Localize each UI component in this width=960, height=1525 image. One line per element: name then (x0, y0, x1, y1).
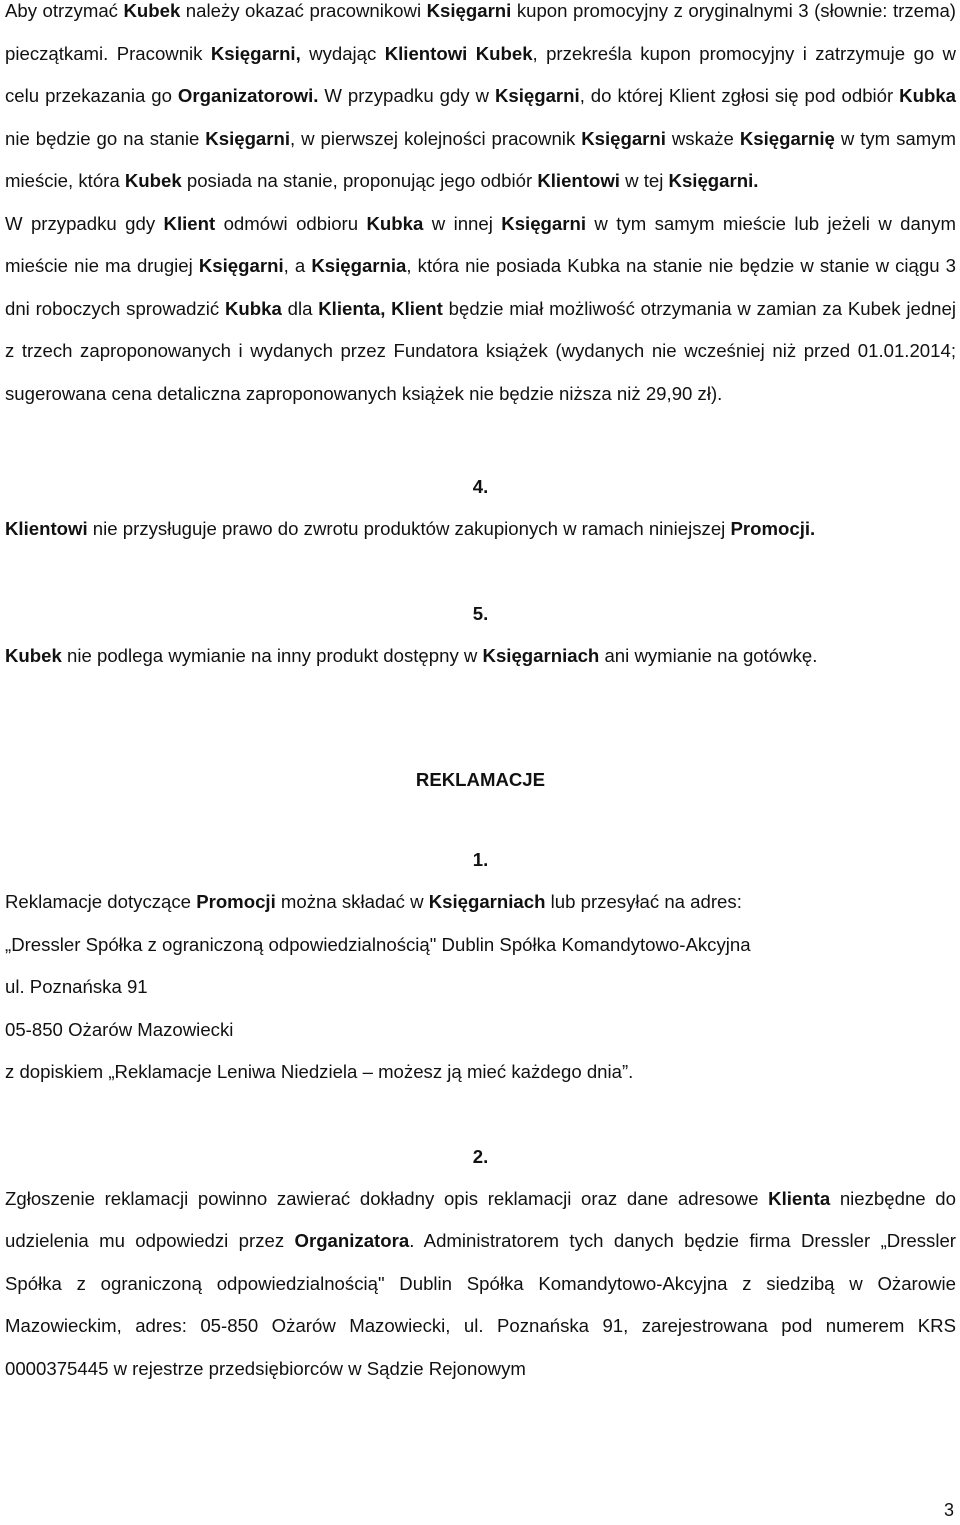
text-segment: Aby otrzymać (5, 0, 124, 21)
bold-text-segment: Księgarniach (428, 891, 546, 912)
paragraph-intro (5, 0, 956, 203)
text-segment: w tym samym mieście lub jeżeli w danym mieście nie ma drugiej (5, 212, 956, 276)
bold-text-segment: Księgarni (205, 127, 291, 149)
bold-text-segment: Kubka (224, 297, 282, 319)
section-4-number: 4. (472, 476, 489, 497)
bold-text-segment: Kubka (366, 212, 424, 234)
reklamacje-heading: REKLAMACJE (415, 769, 546, 790)
reklamacje-1-number: 1. (472, 849, 489, 870)
page-number: 3 (943, 1500, 954, 1520)
bold-text-segment: Księgarnia (311, 255, 407, 276)
text-segment: Zgłoszenie reklamacji powinno zawierać dokładny opis reklamacji oraz dane adresowe (5, 1187, 769, 1209)
document-page (5, 0, 956, 1390)
text-segment: w innej (423, 212, 502, 234)
bold-text-segment: Klienta, Klient (318, 297, 443, 319)
bold-text-segment: Klienta (768, 1187, 831, 1209)
bold-text-segment: Klientowi (5, 518, 88, 539)
bold-text-segment: Klientowi Kubek (384, 42, 533, 64)
text-segment: należy okazać pracownikowi (180, 0, 427, 21)
bold-text-segment: Kubka (899, 85, 956, 106)
bold-text-segment: Księgarni (426, 0, 512, 21)
bold-text-segment: Klient (163, 212, 216, 234)
text-segment: lub przesyłać na adres: (545, 891, 742, 912)
text-segment: w tej (619, 170, 669, 191)
bold-text-segment: Promocji. (730, 518, 816, 539)
bold-text-segment: Księgarni (501, 212, 586, 234)
text-segment: nie przysługuje prawo do zwrotu produktów zakupionych w ramach niniejszej (87, 518, 731, 539)
bold-text-segment: Organizatora (294, 1230, 410, 1251)
text-segment: niezbędne do udzielenia mu odpowiedzi przez (5, 1187, 956, 1251)
bold-text-segment: Kubek (5, 644, 62, 666)
text-segment: nie podlega wymianie na inny produkt dostępny w (61, 644, 483, 666)
bold-text-segment: Księgarnię (739, 127, 835, 149)
text-segment: , która nie posiada Kubka na stanie nie będzie w stanie w ciągu 3 dni roboczych sprowadzić (5, 255, 956, 319)
address-line-company: „Dressler Spółka z ograniczoną odpowiedzialnością" Dublin Spółka Komandytowo-Akcyjna (5, 933, 751, 955)
section-4-text (5, 508, 956, 551)
text-segment: , w pierwszej kolejności pracownik (290, 127, 582, 149)
text-segment: odmówi odbioru (215, 212, 367, 234)
text-segment: posiada na stanie, proponując jego odbiór (181, 170, 538, 191)
bold-text-segment: Księgarni, (210, 42, 301, 64)
address-line-city: 05-850 Ożarów Mazowiecki (5, 1018, 234, 1040)
text-segment: , do której Klient zgłosi się pod odbiór (579, 85, 900, 106)
text-segment: . Administratorem tych danych będzie firma Dressler „Dressler Spółka z ograniczoną odpowiedzialnością" Dublin Spółka Komandytowo-Akcyjna z siedzibą w Ożarowie Mazowieckim, adres: 05-850 Ożarów Mazowiecki, ul. Poznańska 91, zarejestrowana pod numerem KRS 0000375445 w rejestrze przedsiębiorców w Sądzie Rejonowym (5, 1230, 956, 1379)
bold-text-segment: Księgarni. (668, 170, 759, 191)
address-line-street: ul. Poznańska 91 (5, 976, 148, 997)
text-segment: można składać w (275, 891, 429, 912)
text-segment: W przypadku gdy w (318, 85, 495, 106)
text-segment: kupon promocyjny z oryginalnymi 3 (słownie: trzema) pieczątkami. Pracownik (5, 0, 956, 64)
bold-text-segment: Promocji (196, 891, 276, 912)
reklamacje-2-text (5, 1178, 956, 1391)
section-5-number: 5. (472, 602, 489, 624)
text-segment: W przypadku gdy (5, 212, 164, 234)
bold-text-segment: Księgarniach (482, 644, 600, 666)
bold-text-segment: Kubek (124, 170, 182, 191)
bold-text-segment: Księgarni (494, 85, 580, 106)
text-segment: będzie miał możliwość otrzymania w zamian za Kubek jednej z trzech zaproponowanych i wydanych przez Fundatora książek (wydanych nie wcześniej niż przed 01.01.2014; sugerowana cena detaliczna zaproponowanych książek nie będzie niższa niż 29,90 zł). (5, 297, 956, 404)
text-segment: Reklamacje dotyczące (5, 891, 197, 912)
bold-text-segment: Księgarni (198, 255, 284, 276)
section-5-text (5, 635, 956, 678)
bold-text-segment: Kubek (123, 0, 181, 21)
text-segment: nie będzie go na stanie (5, 127, 206, 149)
reklamacje-2-number: 2. (472, 1145, 489, 1167)
text-segment: ani wymianie na gotówkę. (599, 644, 818, 666)
paragraph-replacement (5, 203, 956, 416)
text-segment: , przekreśla kupon promocyjny i zatrzymuje go w celu przekazania go (5, 42, 956, 106)
address-line-note: z dopiskiem „Reklamacje Leniwa Niedziela – możesz ją mieć każdego dnia”. (5, 1061, 634, 1082)
text-segment: wskaże (665, 127, 740, 149)
reklamacje-1-text (5, 881, 956, 924)
text-segment: , a (283, 255, 312, 276)
text-segment: dla (281, 297, 319, 319)
text-segment: w tym samym mieście, która (5, 127, 957, 191)
text-segment: wydając (300, 42, 385, 64)
bold-text-segment: Klientowi (537, 170, 620, 191)
bold-text-segment: Księgarni (581, 127, 666, 149)
bold-text-segment: Organizatorowi. (177, 85, 319, 106)
